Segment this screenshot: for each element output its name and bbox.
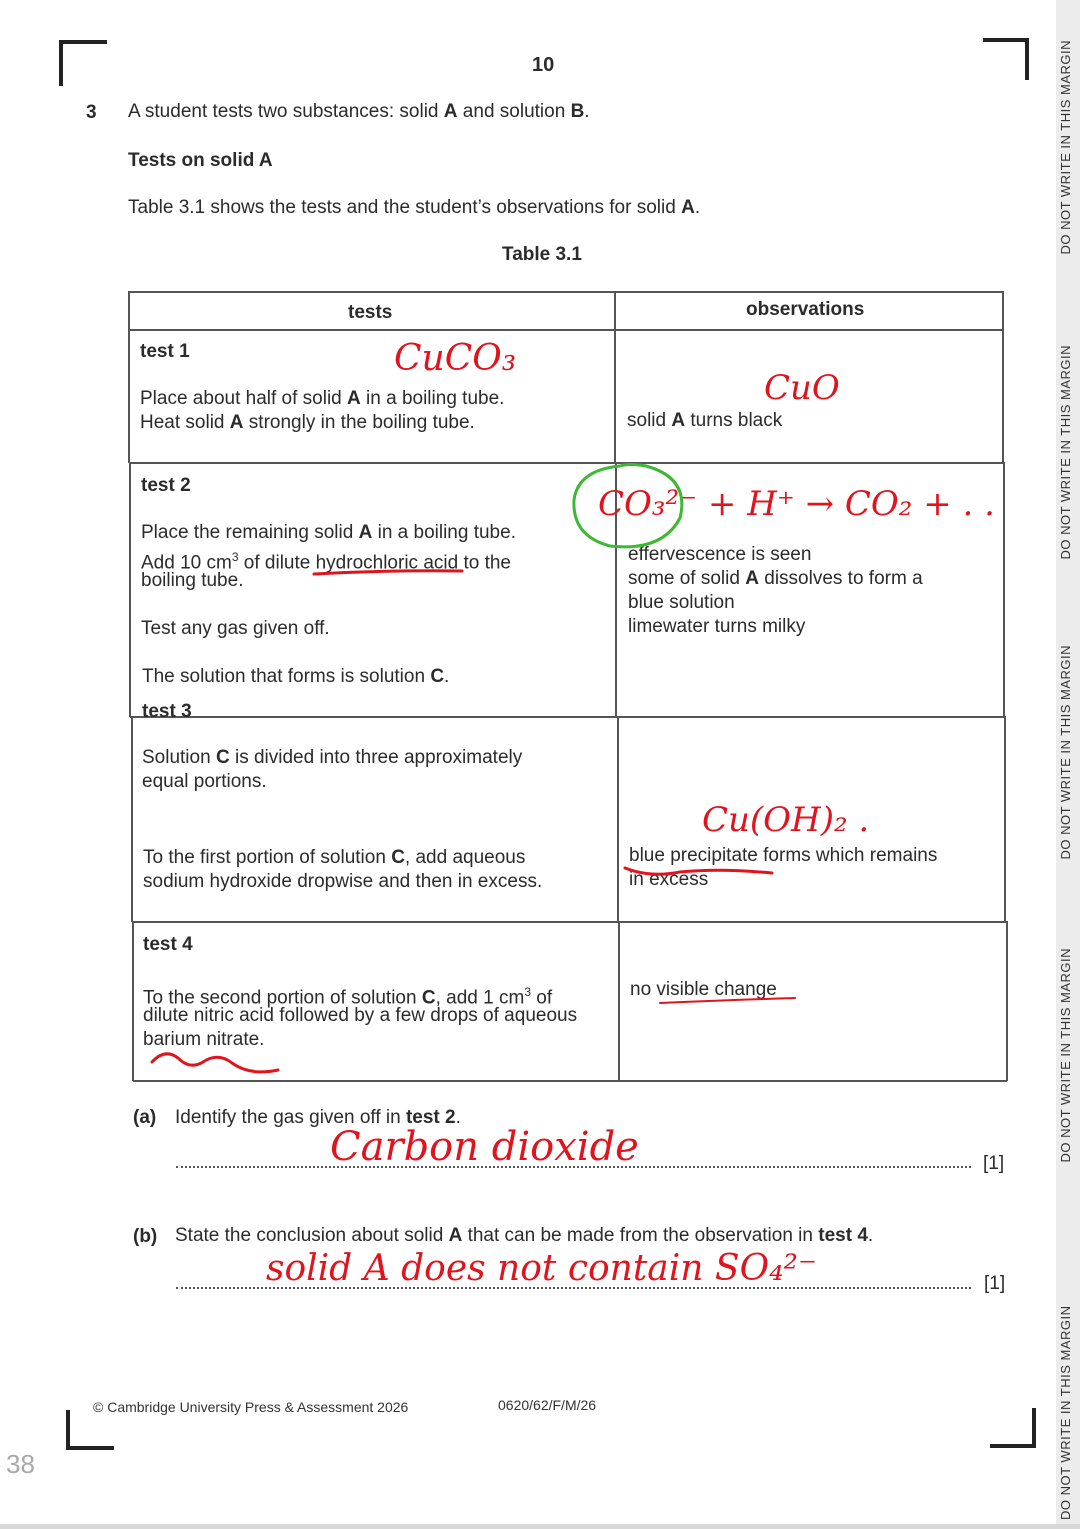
handwritten-formula-precipitate: Cu(OH)₂ . <box>702 800 870 840</box>
test-3-observation-1: blue precipitate forms which remains <box>629 845 938 866</box>
margin-notice: DO NOT WRITE IN THIS MARGIN <box>1058 948 1073 1163</box>
page-number: 10 <box>532 54 555 76</box>
handwritten-equation: CO₃²⁻ + H⁺ → CO₂ + . . <box>598 484 995 524</box>
test-4-step-2: dilute nitric acid followed by a few drops of aqueous <box>143 1005 578 1026</box>
footer-code: 0620/62/F/M/26 <box>498 1397 597 1413</box>
squiggle-barium-nitrate <box>152 1054 278 1072</box>
test-3-step-4: sodium hydroxide dropwise and then in excess. <box>143 871 543 892</box>
side-page-number: 38 <box>6 1449 35 1479</box>
table-title: Table 3.1 <box>502 244 582 265</box>
test-3-step-2: equal portions. <box>142 771 267 792</box>
part-b-label: (b) <box>133 1226 158 1247</box>
handwritten-answer-a: Carbon dioxide <box>330 1124 639 1170</box>
underline-hydrochloric-acid <box>314 571 462 574</box>
margin-notice: DO NOT WRITE IN THIS MARGIN <box>1058 1305 1073 1520</box>
test-1-step-2: Heat solid A strongly in the boiling tube. <box>140 412 475 433</box>
test-2-observation-4: limewater turns milky <box>628 616 806 637</box>
section-heading: Tests on solid A <box>128 150 273 171</box>
test-4-label: test 4 <box>143 934 193 955</box>
table-header-tests: tests <box>348 302 393 323</box>
handwritten-formula-cuo: CuO <box>764 368 840 408</box>
test-2-observation-2: some of solid A dissolves to form a <box>628 568 923 589</box>
part-a-label: (a) <box>133 1107 157 1128</box>
handwritten-formula-cuco3: CuCO₃ <box>394 338 517 379</box>
test-3-label: test 3 <box>142 701 192 722</box>
test-2-step-4: Test any gas given off. <box>141 618 330 639</box>
test-2-step-2: Add 10 $cm^3$ of dilute hydrochloric acid to the <box>141 550 512 574</box>
test-4-observation: no visible change <box>630 979 777 1000</box>
part-b-marks: [1] <box>984 1273 1006 1294</box>
margin-notice: DO NOT WRITE IN THIS MARGIN <box>1058 40 1073 255</box>
test-1-observation: solid A turns black <box>627 410 783 431</box>
test-2-observation-1: effervescence is seen <box>628 544 812 565</box>
question-number: 3 <box>86 102 97 123</box>
handwritten-answer-b: solid A does not contain SO₄²⁻ <box>266 1248 817 1289</box>
test-1-step-1: Place about half of solid A in a boiling tube. <box>140 388 505 409</box>
margin-notice: DO NOT WRITE IN THIS MARGIN <box>1058 645 1073 860</box>
test-4-step-3: barium nitrate. <box>143 1029 265 1050</box>
test-1-label: test 1 <box>140 341 190 362</box>
underline-no-visible-change <box>660 998 795 1003</box>
part-b-question: State the conclusion about solid A that can be made from the observation in test 4. <box>175 1225 874 1246</box>
test-2-step-1: Place the remaining solid A in a boiling tube. <box>141 522 516 543</box>
test-2-label: test 2 <box>141 475 191 496</box>
green-circle-carbonate <box>574 465 682 547</box>
part-a-question: Identify the gas given off in test 2. <box>175 1107 461 1128</box>
test-3-step-1: Solution C is divided into three approximately <box>142 747 523 768</box>
test-3-observation-2: in excess <box>629 869 709 890</box>
test-2-step-5: The solution that forms is solution C. <box>142 666 450 687</box>
test-3-step-3: To the first portion of solution C, add aqueous <box>143 847 526 868</box>
part-a-marks: [1] <box>983 1153 1005 1174</box>
footer-copyright: © Cambridge University Press & Assessment 2026 <box>93 1399 409 1415</box>
margin-notice: DO NOT WRITE IN THIS MARGIN <box>1058 345 1073 560</box>
test-4-step-1: To the second portion of solution C, add 1 $cm^3$ of <box>143 985 553 1009</box>
underline-blue-precipitate <box>625 868 772 874</box>
table-header-observations: observations <box>746 299 865 320</box>
test-2-observation-3: blue solution <box>628 592 735 613</box>
question-intro: A student tests two substances: solid A and solution B. <box>128 101 590 122</box>
test-2-step-3: boiling tube. <box>141 570 244 591</box>
table-intro: Table 3.1 shows the tests and the student’s observations for solid A. <box>128 197 701 218</box>
